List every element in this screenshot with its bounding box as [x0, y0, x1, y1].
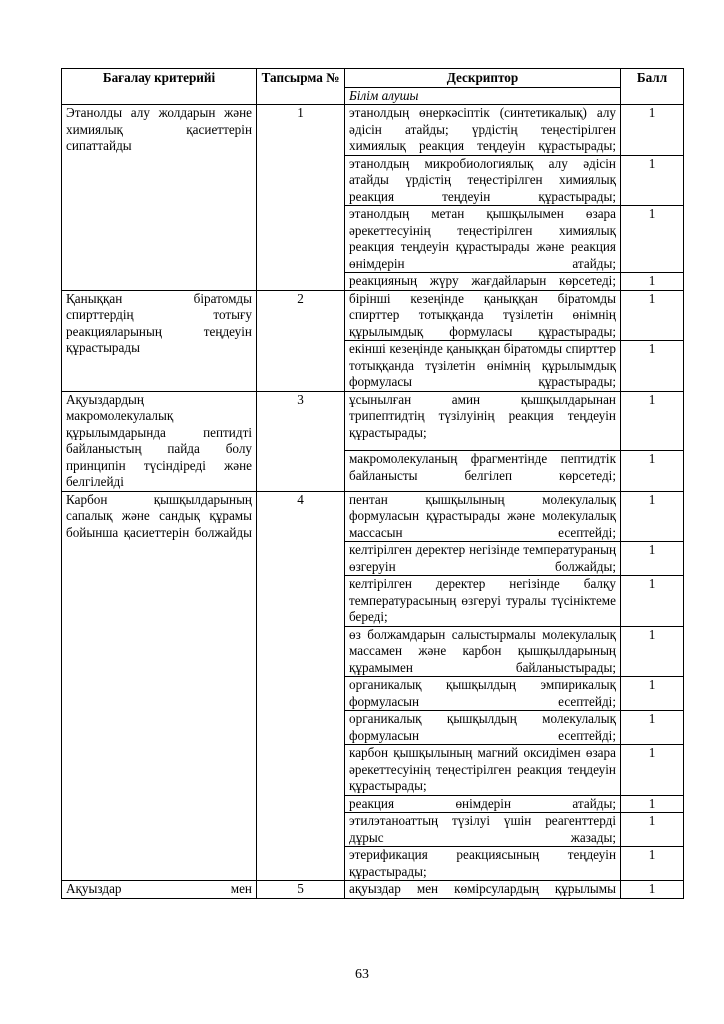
header-descriptor-sub: Білім алушы — [345, 87, 621, 105]
assessment-table — [61, 68, 684, 899]
score-cell: 1 — [621, 711, 684, 745]
descriptor-cell: ұсынылған амин қышқылдарынан трипептидтің түзілуінің реакция теңдеуін құрастырады; — [345, 391, 621, 451]
descriptor-cell: келтірілген деректер негізінде температураның өзгеруін болжайды; — [345, 542, 621, 576]
descriptor-cell: этанолдың микробиологиялық алу әдісін атайды үрдістің теңестірілген химиялық реакция теңдеуін құрастырады; — [345, 155, 621, 206]
descriptor-cell: пентан қышқылының молекулалық формуласын құрастырады және молекулалық массасын есептейді; — [345, 491, 621, 542]
score-cell: 1 — [621, 206, 684, 273]
descriptor-cell: реакцияның жүру жағдайларын көрсетеді; — [345, 273, 621, 291]
score-cell: 1 — [621, 813, 684, 847]
descriptor-cell: этилэтаноаттың түзілуі үшін реагенттерді дұрыс жазады; — [345, 813, 621, 847]
descriptor-cell: органикалық қышқылдың молекулалық формуласын есептейді; — [345, 711, 621, 745]
score-cell: 1 — [621, 105, 684, 156]
score-cell: 1 — [621, 745, 684, 796]
table-row — [62, 391, 684, 451]
table-row — [62, 881, 684, 899]
score-cell: 1 — [621, 795, 684, 813]
score-cell: 1 — [621, 155, 684, 206]
descriptor-cell: макромолекуланың фрагментінде пептидтік байланысты белгілеп көрсетеді; — [345, 451, 621, 491]
descriptor-cell: екінші кезеңінде қаныққан біратомды спирттер тотыққанда түзілетін өнімнің құрылымдық формуласы құрастырады; — [345, 341, 621, 392]
task-number-cell: 3 — [257, 391, 345, 491]
criterion-cell: Қаныққан біратомды спирттердің тотығу реакцияларының теңдеуін құрастырады — [62, 290, 257, 391]
header-score: Балл — [621, 69, 684, 105]
score-cell: 1 — [621, 881, 684, 899]
task-number-cell: 1 — [257, 105, 345, 291]
criterion-cell: Ақуыздардың макромолекулалық құрылымдарында пептидті байланыстың пайда болу принципін түсіндіреді және белгілейді — [62, 391, 257, 491]
score-cell: 1 — [621, 626, 684, 677]
score-cell: 1 — [621, 391, 684, 451]
descriptor-cell: келтірілген деректер негізінде балқу температурасының өзгеруі туралы түсініктеме береді; — [345, 576, 621, 627]
header-task: Тапсырма № — [257, 69, 345, 105]
score-cell: 1 — [621, 677, 684, 711]
descriptor-cell: этерификация реакциясының теңдеуін құрастырады; — [345, 847, 621, 881]
score-cell: 1 — [621, 576, 684, 627]
descriptor-cell: органикалық қышқылдың эмпирикалық формуласын есептейді; — [345, 677, 621, 711]
table-row — [62, 105, 684, 156]
descriptor-cell: бірінші кезеңінде қаныққан біратомды спирттер тотыққанда түзілетін өнімнің құрылымдық формуласы құрастырады; — [345, 290, 621, 341]
descriptor-cell: этанолдың метан қышқылымен өзара әрекеттесуінің теңестірілген химиялық реакция теңдеуін құрастырады және реакция өнімдерін атайды; — [345, 206, 621, 273]
score-cell: 1 — [621, 273, 684, 291]
criterion-cell: Карбон қышқылдарының сапалық және сандық құрамы бойынша қасиеттерін болжайды — [62, 491, 257, 881]
score-cell: 1 — [621, 290, 684, 341]
descriptor-cell: этанолдың өнеркәсіптік (синтетикалық) алу әдісін атайды; үрдістің теңестірілген химиялық реакция теңдеуін құрастырады; — [345, 105, 621, 156]
table-row — [62, 491, 684, 542]
header-criterion: Бағалау критерийі — [62, 69, 257, 105]
descriptor-cell: өз болжамдарын салыстырмалы молекулалық массамен және карбон қышқылдарының құрамымен байланыстырады; — [345, 626, 621, 677]
score-cell: 1 — [621, 491, 684, 542]
descriptor-cell: ақуыздар мен көмірсулардың құрылымы — [345, 881, 621, 899]
score-cell: 1 — [621, 847, 684, 881]
descriptor-cell: реакция өнімдерін атайды; — [345, 795, 621, 813]
task-number-cell: 4 — [257, 491, 345, 881]
score-cell: 1 — [621, 542, 684, 576]
task-number-cell: 5 — [257, 881, 345, 899]
score-cell: 1 — [621, 451, 684, 491]
criterion-cell: Этанолды алу жолдарын және химиялық қасиеттерін сипаттайды — [62, 105, 257, 291]
descriptor-cell: карбон қышқылының магний оксидімен өзара әрекеттесуінің теңестірілген реакция теңдеуін құрастырады; — [345, 745, 621, 796]
table-row — [62, 290, 684, 341]
score-cell: 1 — [621, 341, 684, 392]
criterion-cell: Ақуыздар мен — [62, 881, 257, 899]
page-number: 63 — [355, 967, 369, 982]
task-number-cell: 2 — [257, 290, 345, 391]
table-body — [62, 105, 684, 899]
header-descriptor: Дескриптор — [345, 69, 621, 88]
